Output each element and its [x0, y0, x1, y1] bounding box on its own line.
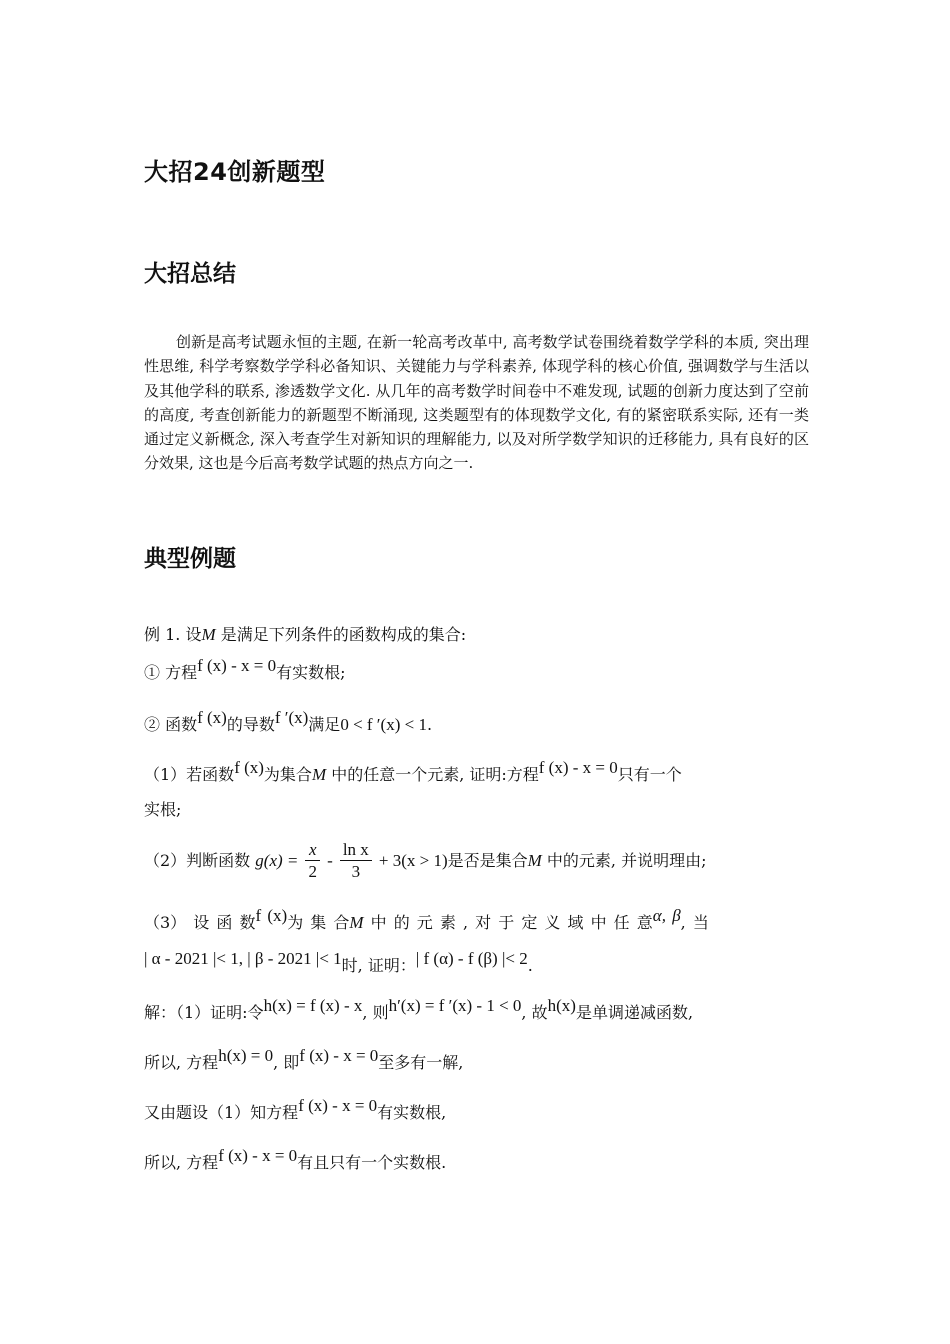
solution-line-4: 所以, 方程f (x) - x = 0有且只有一个实数根. — [144, 1146, 447, 1172]
condition-2: ② 函数f (x)的导数f ′(x)满足0 < f ′(x) < 1. — [144, 708, 433, 734]
question-2: （2）判断函数 g(x) = $\frac{x}{2}$ - $\frac{\text{ln x}}{3}$ + 3(x > 1)是否是集合M 中的元素, 并说明理由; — [144, 840, 707, 881]
summary-paragraph: 创新是高考试题永恒的主题, 在新一轮高考改革中, 高考数学试卷围绕着数学学科的本质, 突出理性思维, 科学考察数学学科必备知识、关键能力与学科素养, 体现学科的核心价值, 强调数学与生活以及其他学科的联系, 渗透数学文化. 从几年的高考数学时间卷中不难发现, 试题的创新力度达到了空前的高度, 考查创新能力的新题型不断涌现, 这类题型有的体现数学文化, 有的紧密联系实际, 还有一类通过定义新概念, 深入考查学生对新知识的理解能力, 以及对所学数学知识的迁移能力, 具有良好的区分效果, 这也是今后高考数学试题的热点方向之一. — [144, 333, 809, 473]
question-3-continued: | α - 2021 |< 1, | β - 2021 |< 1时, 证明：| f (α) - f (β) |< 2. — [144, 949, 533, 975]
example-intro: 例 1. 设M 是满足下列条件的函数构成的集合: — [144, 625, 467, 644]
condition-1: ① 方程f (x) - x = 0有实数根; — [144, 656, 346, 682]
question-3: （3） 设 函 数f (x)为 集 合M 中 的 元 素 , 对 于 定 义 域 中 任 意α, β, 当 — [144, 906, 709, 932]
summary-heading: 大招总结 — [144, 261, 236, 287]
solution-line-3: 又由题设（1）知方程f (x) - x = 0有实数根, — [144, 1096, 447, 1122]
examples-heading: 典型例题 — [144, 546, 236, 572]
fraction-lnx-over-3: $\frac{\text{ln x}}{3}$ — [340, 840, 372, 883]
page-title: 大招24创新题型 — [144, 158, 326, 186]
fraction-x-over-2: $\frac{x}{2}$ — [305, 840, 320, 883]
question-1: （1）若函数f (x)为集合M 中的任意一个元素, 证明:方程f (x) - x = 0只有一个 — [144, 758, 682, 784]
solution-line-2: 所以, 方程h(x) = 0, 即f (x) - x = 0至多有一解, — [144, 1046, 464, 1072]
math-equation: f (x) - x = 0 — [197, 656, 277, 675]
question-1-continued: 实根; — [144, 800, 182, 819]
solution-line-1: 解：（1）证明:令h(x) = f (x) - x, 则h′(x) = f ′(x) - 1 < 0, 故h(x)是单调递减函数, — [144, 996, 694, 1022]
